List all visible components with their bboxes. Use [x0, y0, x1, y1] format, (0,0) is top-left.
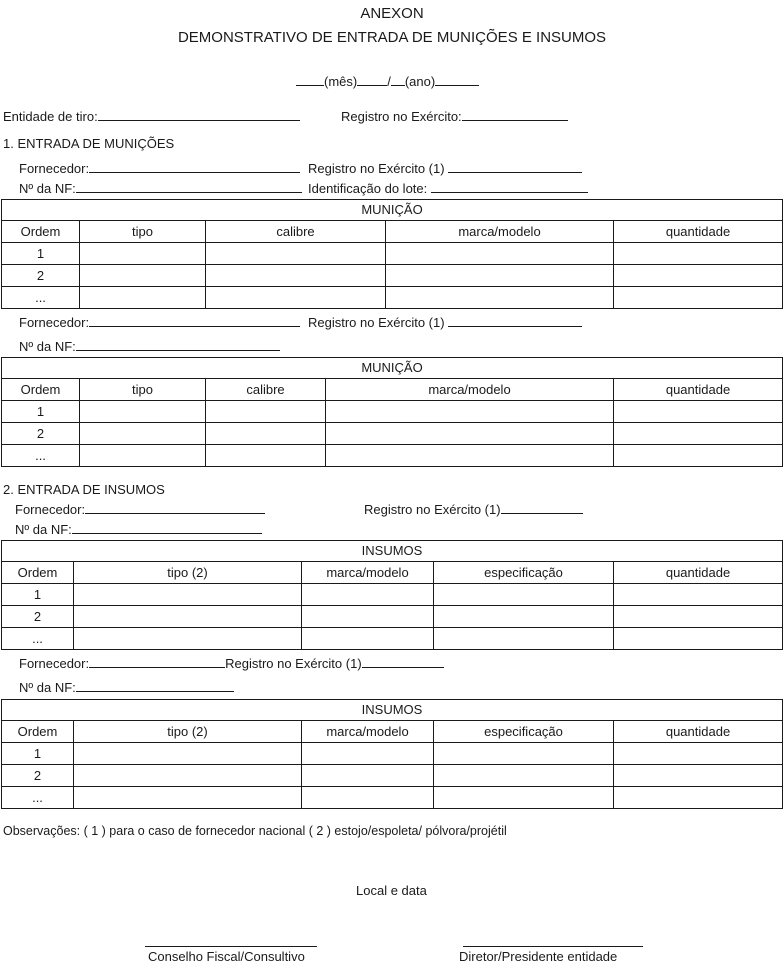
table-row [2, 606, 783, 628]
date-separator: / [387, 74, 391, 89]
row-ordem: 2 [2, 606, 74, 628]
document-subtitle: DEMONSTRATIVO DE ENTRADA DE MUNIÇÕES E INSUMOS [177, 29, 607, 46]
registro-label: Registro no Exército (1) [225, 656, 362, 671]
table-cell[interactable] [302, 628, 434, 650]
col-header: especificação [434, 721, 614, 743]
registro-label: Registro no Exército (1) [364, 502, 501, 517]
signature-label-right: Diretor/Presidente entidade [459, 949, 618, 964]
section2-heading: 2. ENTRADA DE INSUMOS [3, 482, 165, 497]
col-header: tipo [80, 221, 206, 243]
insumos-table-1 [1, 540, 783, 650]
table-cell[interactable] [434, 606, 614, 628]
table-cell[interactable] [74, 743, 302, 765]
nf-label: Nº da NF: [19, 680, 76, 695]
table-header-row [2, 379, 783, 401]
row-ordem: 2 [2, 765, 74, 787]
s1b1-lote-field[interactable] [308, 180, 588, 197]
col-header: marca/modelo [302, 721, 434, 743]
signature-line-right[interactable] [463, 946, 643, 947]
table-row [2, 287, 783, 309]
table-cell[interactable] [302, 787, 434, 809]
col-header: quantidade [614, 562, 783, 584]
table-cell[interactable] [434, 584, 614, 606]
table-cell[interactable] [434, 743, 614, 765]
table-cell[interactable] [614, 628, 783, 650]
table-cell[interactable] [614, 743, 783, 765]
s1b1-registro-field[interactable] [308, 160, 582, 177]
table-cell[interactable] [614, 584, 783, 606]
table-cell[interactable] [614, 765, 783, 787]
table-header-row [2, 562, 783, 584]
table-cell[interactable] [614, 445, 783, 467]
col-header: tipo [80, 379, 206, 401]
table-row [2, 445, 783, 467]
table-cell[interactable] [206, 423, 326, 445]
col-header: marca/modelo [386, 221, 614, 243]
table-caption: INSUMOS [2, 541, 783, 562]
table-cell[interactable] [74, 787, 302, 809]
s1b2-nf-field[interactable] [19, 338, 280, 355]
registro-exercito-label: Registro no Exército: [341, 109, 462, 124]
date-ano-label: (ano) [404, 74, 436, 89]
table-caption: INSUMOS [2, 700, 783, 721]
entidade-label: Entidade de tiro: [3, 109, 98, 124]
table-cell[interactable] [74, 628, 302, 650]
table-cell[interactable] [80, 445, 206, 467]
section1-heading: 1. ENTRADA DE MUNIÇÕES [3, 136, 175, 151]
fornecedor-label: Fornecedor: [15, 502, 86, 517]
table-row [2, 243, 783, 265]
col-header: especificação [434, 562, 614, 584]
entidade-field[interactable] [3, 108, 300, 125]
table-cell[interactable] [614, 606, 783, 628]
fornecedor-label: Fornecedor: [19, 161, 90, 176]
table-cell[interactable] [434, 787, 614, 809]
col-header: Ordem [2, 379, 80, 401]
registro-label: Registro no Exército (1) [308, 315, 445, 330]
table-cell[interactable] [80, 243, 206, 265]
row-ordem: 1 [2, 584, 74, 606]
row-ordem: ... [2, 445, 80, 467]
registro-exercito-field[interactable] [341, 108, 568, 125]
table-cell[interactable] [74, 765, 302, 787]
table-cell[interactable] [80, 287, 206, 309]
s1b2-registro-field[interactable] [308, 314, 582, 331]
col-header: Ordem [2, 721, 74, 743]
table-cell[interactable] [434, 628, 614, 650]
col-header: marca/modelo [326, 379, 614, 401]
table-cell[interactable] [326, 423, 614, 445]
table-cell[interactable] [302, 743, 434, 765]
col-header: quantidade [614, 721, 783, 743]
nf-label: Nº da NF: [19, 181, 76, 196]
table-cell[interactable] [80, 423, 206, 445]
document-title: ANEXON [360, 5, 424, 22]
col-header: calibre [206, 379, 326, 401]
table-cell[interactable] [80, 265, 206, 287]
col-header: quantidade [614, 221, 783, 243]
table-cell[interactable] [302, 765, 434, 787]
table-cell[interactable] [614, 243, 783, 265]
table-cell[interactable] [386, 287, 614, 309]
s1b1-nf-field[interactable] [19, 180, 302, 197]
table-cell[interactable] [206, 401, 326, 423]
table-cell[interactable] [326, 445, 614, 467]
signature-line-left[interactable] [145, 946, 317, 947]
table-row [2, 787, 783, 809]
table-cell[interactable] [614, 401, 783, 423]
row-ordem: ... [2, 628, 74, 650]
table-header-row [2, 721, 783, 743]
row-ordem: 2 [2, 265, 80, 287]
date-field[interactable] [296, 73, 479, 90]
table-cell[interactable] [206, 265, 386, 287]
table-row [2, 765, 783, 787]
observacoes-note: Observações: ( 1 ) para o caso de fornecedor nacional ( 2 ) estojo/espoleta/ pólvora/projétil [3, 824, 507, 838]
table-row [2, 743, 783, 765]
fornecedor-label: Fornecedor: [19, 315, 90, 330]
table-row [2, 628, 783, 650]
table-row [2, 423, 783, 445]
col-header: Ordem [2, 562, 74, 584]
col-header: quantidade [614, 379, 783, 401]
table-cell[interactable] [614, 287, 783, 309]
fornecedor-label: Fornecedor: [19, 656, 90, 671]
table-cell[interactable] [206, 445, 326, 467]
table-row [2, 401, 783, 423]
nf-label: Nº da NF: [15, 522, 72, 537]
table-caption: MUNIÇÃO [2, 200, 783, 221]
table-cell[interactable] [74, 606, 302, 628]
col-header: tipo (2) [74, 721, 302, 743]
row-ordem: 2 [2, 423, 80, 445]
table-row [2, 265, 783, 287]
municao-table-2 [1, 357, 783, 467]
s2b1-nf-field[interactable] [15, 521, 262, 538]
table-cell[interactable] [302, 584, 434, 606]
table-cell[interactable] [206, 287, 386, 309]
table-cell[interactable] [206, 243, 386, 265]
s1b1-fornecedor-field[interactable] [19, 160, 300, 177]
lote-label: Identificação do lote: [308, 181, 428, 196]
table-caption: MUNIÇÃO [2, 358, 783, 379]
s2b1-registro-field[interactable] [364, 501, 583, 518]
table-cell[interactable] [434, 765, 614, 787]
s2b2-nf-field[interactable] [19, 679, 234, 696]
table-header-row [2, 221, 783, 243]
municao-table-1 [1, 199, 783, 309]
s1b2-fornecedor-field[interactable] [19, 314, 300, 331]
row-ordem: ... [2, 287, 80, 309]
nf-label: Nº da NF: [19, 339, 76, 354]
table-cell[interactable] [74, 584, 302, 606]
signature-label-left: Conselho Fiscal/Consultivo [148, 949, 305, 964]
col-header: tipo (2) [74, 562, 302, 584]
table-cell[interactable] [80, 401, 206, 423]
col-header: marca/modelo [302, 562, 434, 584]
registro-label: Registro no Exército (1) [308, 161, 445, 176]
table-cell[interactable] [326, 401, 614, 423]
insumos-table-2 [1, 699, 783, 809]
row-ordem: 1 [2, 743, 74, 765]
table-cell[interactable] [614, 423, 783, 445]
local-data-label: Local e data [356, 883, 427, 898]
row-ordem: 1 [2, 243, 80, 265]
table-cell[interactable] [386, 265, 614, 287]
s2b1-fornecedor-field[interactable] [15, 501, 265, 518]
table-cell[interactable] [386, 243, 614, 265]
col-header: Ordem [2, 221, 80, 243]
table-cell[interactable] [614, 265, 783, 287]
row-ordem: 1 [2, 401, 80, 423]
table-cell[interactable] [302, 606, 434, 628]
col-header: calibre [206, 221, 386, 243]
table-cell[interactable] [614, 787, 783, 809]
table-row [2, 584, 783, 606]
row-ordem: ... [2, 787, 74, 809]
date-mes-label: (mês) [324, 74, 358, 89]
s2b2-fornecedor-field[interactable] [19, 655, 444, 672]
